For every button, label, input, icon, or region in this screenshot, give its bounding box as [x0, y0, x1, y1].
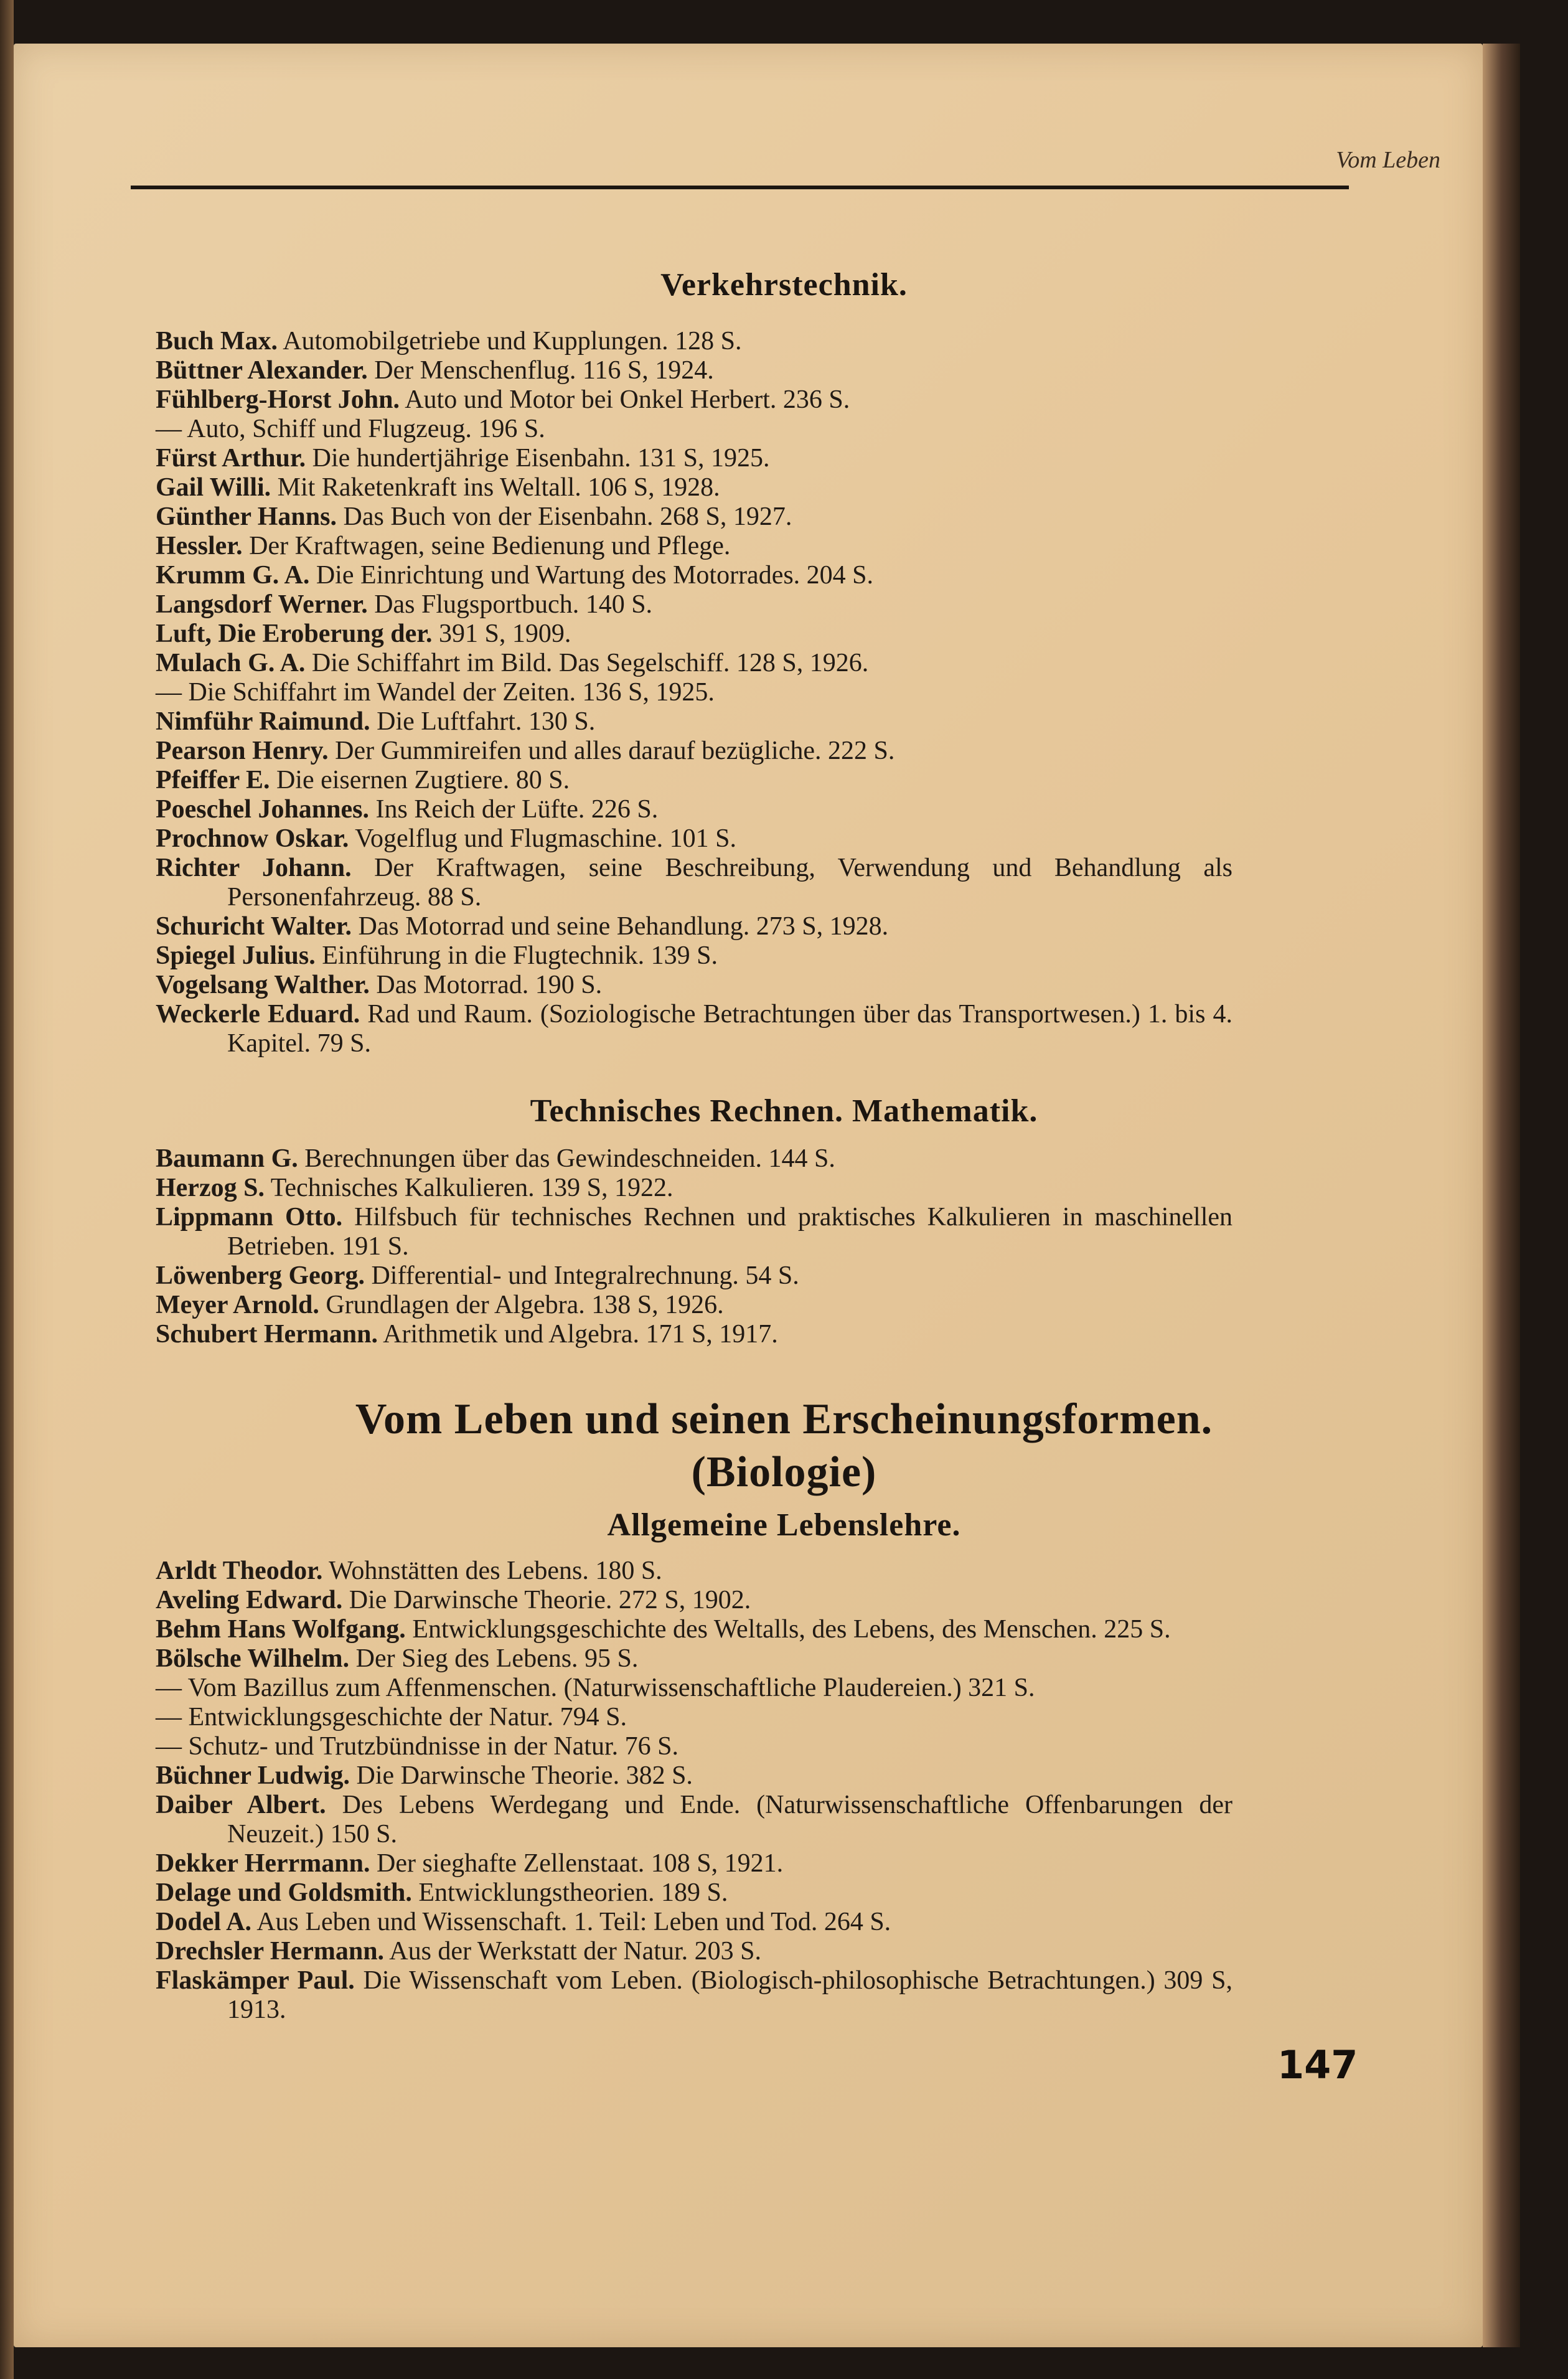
bibliography-entry — [156, 1791, 1232, 1849]
entry-author: Luft, Die Eroberung der. — [156, 619, 433, 648]
bibliography-entry — [156, 1878, 1232, 1908]
entry-text: Die Wissenschaft vom Leben. (Biologisch-philosophische Betrachtungen.) 309 S, 1913. — [227, 1966, 1232, 2024]
running-head: Vom Leben — [1336, 147, 1440, 173]
entry-text: 391 S, 1909. — [439, 619, 571, 648]
entry-author: Poeschel Johannes. — [156, 795, 370, 824]
entry-author: Pfeiffer E. — [156, 766, 270, 794]
entry-text: Der Sieg des Lebens. 95 S. — [355, 1644, 639, 1673]
bibliography-entry — [156, 502, 1232, 532]
entry-text: Einführung in die Flugtechnik. 139 S. — [322, 941, 718, 970]
entry-text: Automobilgetriebe und Kupplungen. 128 S. — [283, 327, 742, 356]
bibliography-entry — [156, 385, 1232, 415]
entry-text: Ins Reich der Lüfte. 226 S. — [375, 795, 659, 824]
entry-text: Die Darwinsche Theorie. 382 S. — [356, 1761, 693, 1790]
bibliography-entry — [156, 971, 1232, 1000]
bibliography-entry — [156, 415, 1232, 444]
entry-author: Hessler. — [156, 532, 243, 560]
entry-author: Schuricht Walter. — [156, 912, 352, 941]
entry-text: Das Buch von der Eisenbahn. 268 S, 1927. — [343, 502, 792, 531]
section-heading-verkehrstechnik: Verkehrstechnik. — [660, 267, 908, 303]
entry-text: — Vom Bazillus zum Affenmenschen. (Naturwissenschaftliche Plaudereien.) 321 S. — [156, 1674, 1035, 1702]
entry-list-verkehrstechnik — [156, 327, 1232, 1058]
bibliography-entry — [156, 1261, 1232, 1291]
entry-author: Baumann G. — [156, 1144, 298, 1173]
entry-text: Das Motorrad. 190 S. — [376, 971, 603, 999]
main-heading-biologie-line1: Vom Leben und seinen Erscheinungsformen. — [355, 1395, 1213, 1443]
entry-author: Büttner Alexander. — [156, 356, 368, 385]
bibliography-entry — [156, 532, 1232, 561]
bibliography-entry — [156, 1557, 1232, 1586]
bibliography-entry — [156, 795, 1232, 824]
entry-author: Flaskämper Paul. — [156, 1966, 355, 1995]
bibliography-entry — [156, 1937, 1232, 1966]
entry-text: Die Einrichtung und Wartung des Motorrades. 204 S. — [316, 561, 874, 590]
entry-author: Daiber Albert. — [156, 1791, 326, 1819]
entry-text: Differential- und Integralrechnung. 54 S. — [371, 1261, 799, 1290]
entry-list-mathematik — [156, 1144, 1232, 1349]
entry-text: Auto und Motor bei Onkel Herbert. 236 S. — [405, 385, 850, 414]
entry-text: Wohnstätten des Lebens. 180 S. — [329, 1557, 662, 1585]
bibliography-entry — [156, 1174, 1232, 1203]
entry-author: Fühlberg-Horst John. — [156, 385, 400, 414]
entry-text: Die Darwinsche Theorie. 272 S, 1902. — [349, 1586, 751, 1614]
entry-text: Der sieghafte Zellenstaat. 108 S, 1921. — [377, 1849, 784, 1878]
bibliography-entry — [156, 1203, 1232, 1261]
bibliography-entry — [156, 1615, 1232, 1644]
entry-text: Der Menschenflug. 116 S, 1924. — [374, 356, 714, 385]
bibliography-entry — [156, 1849, 1232, 1878]
section-heading-lebenslehre: Allgemeine Lebenslehre. — [607, 1507, 961, 1543]
page-number: 147 — [1277, 2042, 1358, 2088]
entry-text: Der Kraftwagen, seine Beschreibung, Verwendung und Behandlung als Personenfahrzeug. 88 S. — [227, 854, 1233, 912]
entry-author: Drechsler Hermann. — [156, 1937, 385, 1966]
entry-text: — Die Schiffahrt im Wandel der Zeiten. 136 S, 1925. — [156, 678, 715, 707]
entry-author: Buch Max. — [156, 327, 278, 356]
entry-author: Richter Johann. — [156, 854, 352, 882]
entry-author: Bölsche Wilhelm. — [156, 1644, 350, 1673]
bibliography-entry — [156, 1674, 1232, 1703]
header-rule — [131, 186, 1349, 189]
entry-text: Berechnungen über das Gewindeschneiden. 144 S. — [304, 1144, 835, 1173]
entry-author: Prochnow Oskar. — [156, 824, 349, 853]
entry-author: Lippmann Otto. — [156, 1203, 343, 1232]
entry-text: — Schutz- und Trutzbündnisse in der Natur. 76 S. — [156, 1732, 678, 1761]
entry-text: Die Schiffahrt im Bild. Das Segelschiff. 128 S, 1926. — [311, 649, 869, 677]
entry-author: Aveling Edward. — [156, 1586, 343, 1614]
entry-author: Fürst Arthur. — [156, 444, 306, 473]
entry-text: Aus der Werkstatt der Natur. 203 S. — [389, 1937, 761, 1966]
entry-text: Die Luftfahrt. 130 S. — [377, 707, 596, 736]
bibliography-entry — [156, 912, 1232, 941]
entry-text: Vogelflug und Flugmaschine. 101 S. — [355, 824, 737, 853]
bibliography-entry — [156, 1732, 1232, 1761]
bibliography-entry — [156, 590, 1232, 619]
bibliography-entry — [156, 1966, 1232, 2025]
bibliography-entry — [156, 707, 1232, 737]
bibliography-entry — [156, 941, 1232, 971]
entry-author: Behm Hans Wolfgang. — [156, 1615, 406, 1644]
main-heading-biologie-line2: (Biologie) — [691, 1448, 877, 1496]
entry-author: Meyer Arnold. — [156, 1291, 319, 1319]
bibliography-entry — [156, 1908, 1232, 1937]
entry-text: — Entwicklungsgeschichte der Natur. 794 S. — [156, 1703, 627, 1731]
entry-text: — Auto, Schiff und Flugzeug. 196 S. — [156, 415, 545, 443]
bibliography-entry — [156, 356, 1232, 385]
entry-author: Dekker Herrmann. — [156, 1849, 370, 1878]
entry-author: Krumm G. A. — [156, 561, 310, 590]
entry-text: Das Flugsportbuch. 140 S. — [374, 590, 653, 619]
entry-author: Schubert Hermann. — [156, 1320, 378, 1349]
entry-author: Dodel A. — [156, 1908, 252, 1936]
bibliography-entry — [156, 649, 1232, 678]
entry-text: Rad und Raum. (Soziologische Betrachtungen über das Transportwesen.) 1. bis 4. Kapitel. 79 S. — [227, 1000, 1232, 1058]
entry-author: Löwenberg Georg. — [156, 1261, 365, 1290]
entry-author: Gail Willi. — [156, 473, 271, 502]
entry-author: Delage und Goldsmith. — [156, 1878, 412, 1907]
entry-author: Büchner Ludwig. — [156, 1761, 350, 1790]
bibliography-entry — [156, 1291, 1232, 1320]
bibliography-entry — [156, 473, 1232, 502]
entry-text: Arithmetik und Algebra. 171 S, 1917. — [383, 1320, 778, 1349]
bibliography-entry — [156, 766, 1232, 795]
entry-author: Herzog S. — [156, 1174, 265, 1202]
bibliography-entry — [156, 678, 1232, 707]
entry-text: Hilfsbuch für technisches Rechnen und praktisches Kalkulieren in maschinellen Betrieben. 191 S. — [227, 1203, 1233, 1261]
section-heading-mathematik: Technisches Rechnen. Mathematik. — [530, 1093, 1038, 1129]
entry-author: Günther Hanns. — [156, 502, 337, 531]
bibliography-entry — [156, 854, 1232, 912]
bibliography-entry — [156, 1761, 1232, 1791]
entry-author: Arldt Theodor. — [156, 1557, 323, 1585]
entry-author: Pearson Henry. — [156, 737, 329, 765]
entry-text: Die hundertjährige Eisenbahn. 131 S, 1925. — [312, 444, 770, 473]
bibliography-entry — [156, 1586, 1232, 1615]
entry-list-lebenslehre — [156, 1557, 1232, 2025]
entry-author: Nimführ Raimund. — [156, 707, 370, 736]
entry-text: Technisches Kalkulieren. 139 S, 1922. — [270, 1174, 674, 1202]
entry-author: Langsdorf Werner. — [156, 590, 368, 619]
entry-text: Entwicklungsgeschichte des Weltalls, des Lebens, des Menschen. 225 S. — [412, 1615, 1171, 1644]
book-spine-edge — [0, 0, 14, 2379]
entry-author: Spiegel Julius. — [156, 941, 316, 970]
bibliography-entry — [156, 619, 1232, 649]
entry-text: Aus Leben und Wissenschaft. 1. Teil: Leben und Tod. 264 S. — [256, 1908, 891, 1936]
entry-author: Vogelsang Walther. — [156, 971, 370, 999]
entry-text: Der Kraftwagen, seine Bedienung und Pflege. — [249, 532, 731, 560]
bibliography-entry — [156, 1320, 1232, 1349]
entry-text: Das Motorrad und seine Behandlung. 273 S, 1928. — [358, 912, 889, 941]
page-stack-edge — [1483, 44, 1520, 2347]
entry-text: Die eisernen Zugtiere. 80 S. — [276, 766, 570, 794]
bibliography-entry — [156, 561, 1232, 590]
bibliography-entry — [156, 327, 1232, 356]
bibliography-entry — [156, 1144, 1232, 1174]
bibliography-entry — [156, 1703, 1232, 1732]
entry-text: Des Lebens Werdegang und Ende. (Naturwissenschaftliche Offenbarungen der Neuzeit.) 150 S. — [227, 1791, 1233, 1849]
entry-text: Der Gummireifen und alles darauf bezügliche. 222 S. — [335, 737, 895, 765]
bibliography-entry — [156, 824, 1232, 854]
bibliography-entry — [156, 1000, 1232, 1058]
entry-text: Grundlagen der Algebra. 138 S, 1926. — [326, 1291, 724, 1319]
entry-text: Entwicklungstheorien. 189 S. — [418, 1878, 728, 1907]
entry-author: Mulach G. A. — [156, 649, 306, 677]
bibliography-entry — [156, 1644, 1232, 1674]
entry-author: Weckerle Eduard. — [156, 1000, 360, 1029]
bibliography-entry — [156, 444, 1232, 473]
entry-text: Mit Raketenkraft ins Weltall. 106 S, 1928. — [277, 473, 720, 502]
bibliography-entry — [156, 737, 1232, 766]
